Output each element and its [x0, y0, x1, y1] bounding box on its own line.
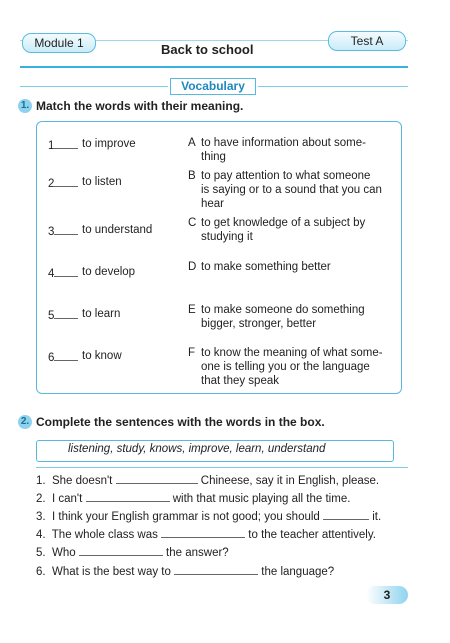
- page-title: Back to school: [161, 42, 254, 57]
- word-item-2: 2: [48, 175, 78, 191]
- meaning-b: to pay attention to what someone is saying or to a sound that you can hear: [201, 170, 382, 210]
- word-2: to listen: [82, 176, 122, 188]
- sentence-5: 5. Who the answer?: [36, 544, 229, 559]
- answer-blank[interactable]: [54, 175, 78, 187]
- page-number: 3: [366, 586, 408, 604]
- section-label: Vocabulary: [170, 78, 256, 95]
- task1-number: 1.: [18, 99, 32, 113]
- meaning-c: to get knowledge of a subject by studying it: [201, 217, 366, 243]
- sentence-blank-5[interactable]: [79, 544, 163, 556]
- word-box-text: listening, study, knows, improve, learn, understand: [68, 443, 326, 455]
- answer-blank[interactable]: [54, 307, 78, 319]
- test-badge: Test A: [328, 31, 406, 51]
- word-item-5: 5: [48, 307, 78, 323]
- task2-number: 2.: [18, 415, 32, 429]
- word-1: to improve: [82, 138, 136, 150]
- task2-title: Complete the sentences with the words in the box.: [36, 415, 325, 429]
- word-3: to understand: [82, 224, 153, 236]
- word-5: to learn: [82, 308, 121, 320]
- meaning-letter-f: F: [188, 347, 196, 359]
- section-rule-left: [20, 86, 168, 87]
- sentence-blank-2[interactable]: [86, 490, 170, 502]
- meaning-letter-c: C: [188, 217, 197, 229]
- word-box-rule: [36, 467, 408, 468]
- sentence-blank-6[interactable]: [174, 563, 258, 575]
- meaning-letter-e: E: [188, 304, 196, 316]
- meaning-letter-d: D: [188, 261, 197, 273]
- meaning-e: to make someone do something bigger, stronger, better: [201, 304, 365, 330]
- sentence-blank-1[interactable]: [116, 472, 198, 484]
- meaning-f: to know the meaning of what some- one is telling you or the language that they speak: [201, 347, 383, 387]
- sentence-blank-4[interactable]: [161, 526, 245, 538]
- header-rule: [20, 66, 408, 68]
- task1-title: Match the words with their meaning.: [36, 99, 244, 113]
- section-rule-right: [258, 86, 408, 87]
- sentence-1: 1. She doesn't Chineese, say it in English, please.: [36, 472, 379, 487]
- answer-blank[interactable]: [54, 349, 78, 361]
- answer-blank[interactable]: [54, 265, 78, 277]
- word-6: to know: [82, 350, 122, 362]
- sentence-3: 3. I think your English grammar is not good; you should it.: [36, 508, 381, 523]
- meaning-a: to have information about some- thing: [201, 137, 366, 163]
- meaning-d: to make something better: [201, 261, 331, 273]
- sentence-blank-3[interactable]: [323, 508, 369, 520]
- word-4: to develop: [82, 266, 136, 278]
- sentence-2: 2. I can't with that music playing all the time.: [36, 490, 350, 505]
- module-badge: Module 1: [22, 33, 96, 53]
- word-item-6: 6: [48, 349, 78, 365]
- sentence-4: 4. The whole class was to the teacher attentively.: [36, 526, 376, 541]
- word-item-4: 4: [48, 265, 78, 281]
- meaning-letter-b: B: [188, 170, 196, 182]
- sentence-6: 6. What is the best way to the language?: [36, 563, 334, 578]
- word-item-3: 3: [48, 223, 78, 239]
- answer-blank[interactable]: [54, 137, 78, 149]
- answer-blank[interactable]: [54, 223, 78, 235]
- meaning-letter-a: A: [188, 137, 196, 149]
- word-item-1: 1: [48, 137, 78, 153]
